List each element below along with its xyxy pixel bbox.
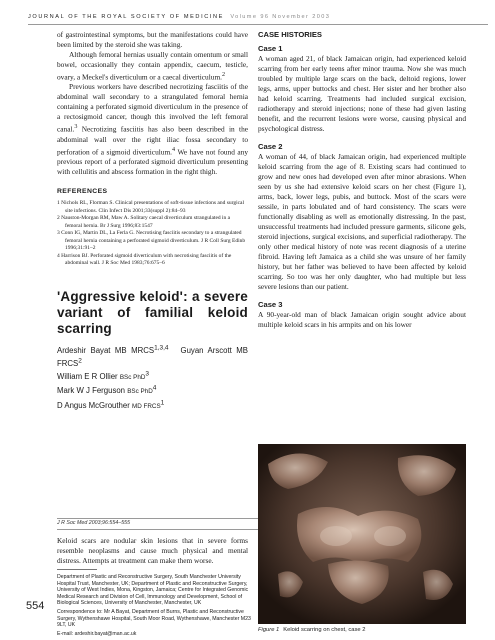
keloid-photo-illustration bbox=[258, 444, 466, 624]
paragraph-hernia-text: Although femoral hernias usually contain omentum or small bowel, occasionally they contain appendix, caecum, testicle, ovary, a Meckel's diverticulum or a caecal diverticulum. bbox=[57, 50, 248, 82]
journal-name: JOURNAL OF THE ROYAL SOCIETY OF MEDICINE bbox=[28, 14, 224, 20]
affiliations bbox=[57, 574, 252, 639]
author-list bbox=[57, 343, 248, 412]
ref-superscript: 2 bbox=[222, 72, 226, 78]
paragraph-continued: of gastrointestinal symptoms, but the manifestations could have been limited by the steroid she was taking. bbox=[57, 30, 248, 49]
article-title: 'Aggressive keloid': a severe variant of familial keloid scarring bbox=[57, 289, 248, 337]
references-heading: REFERENCES bbox=[57, 188, 108, 196]
journal-volume: Volume 96 November 2003 bbox=[230, 14, 331, 20]
author-name: Mark W J Ferguson bbox=[57, 386, 126, 396]
paragraph-previous-text-c: We have not found any previous report of a perforated sigmoid diverticulum presenting with cellulitis and abscess formation in the right thigh. bbox=[57, 147, 249, 177]
author-degree: BSc PhD bbox=[127, 388, 153, 396]
affiliation-rule bbox=[57, 569, 97, 570]
header-rule bbox=[28, 24, 488, 25]
author-name: William E R Ollier bbox=[57, 372, 118, 382]
author-affiliation-sup: 3 bbox=[145, 370, 150, 378]
author-mcgrouther bbox=[57, 398, 165, 410]
author-ollier bbox=[57, 372, 149, 381]
correspondence-text: Correspondence to: Mr A Bayat, Department of Burns, Plastic and Reconstructive Surgery, Wythenshawe Hospital, South Moor Road, Wythenshawe, Manchester M23 9LT, UK bbox=[57, 608, 251, 629]
author-degree: BSc PhD bbox=[119, 374, 146, 382]
author-affiliation-sup: 2 bbox=[78, 357, 82, 365]
case-histories-heading: CASE HISTORIES bbox=[258, 30, 322, 39]
author-name: Guyan Arscott MB FRCS bbox=[57, 345, 248, 368]
case2-heading: Case 2 bbox=[258, 142, 283, 151]
email-text: E-mail: ardeshir.bayat@man.ac.uk bbox=[57, 630, 137, 637]
figure-caption bbox=[258, 627, 365, 633]
case1-heading: Case 1 bbox=[258, 44, 283, 53]
reference-item: 2 Nauston-Morgan RM, Maw A. Solitary caecal diverticulum strangulated in a femoral hernia. Br J Surg 1996;83:1547 bbox=[57, 215, 231, 229]
paragraph-previous-text-b: Necrotizing fasciitis has also been described in the abdominal wall over the right iliac fossa secondary to perforation of a sigmoid diverticulum. bbox=[57, 124, 248, 157]
left-column bbox=[57, 30, 248, 412]
references-list bbox=[57, 200, 248, 267]
author-name: D Angus McGrouther bbox=[57, 400, 130, 410]
author-name: Ardeshir Bayat MB MRCS bbox=[57, 345, 155, 355]
author-affiliation-sup: 1,3,4 bbox=[154, 344, 169, 352]
page-number: 554 bbox=[26, 600, 45, 612]
figure-photo-keloid-chest bbox=[258, 444, 466, 624]
ref-superscript: 3 bbox=[74, 124, 78, 131]
reference-item: 1 Nichols RL, Florman S. Clinical presentations of soft-tissue infections and surgical site infections. Clin Infect Dis 2001;33(suppl 2):84–93 bbox=[57, 200, 245, 214]
case3-text: A 90-year-old man of black Jamaican origin sought advice about multiple keloid scars in his armpits and on his lower bbox=[258, 310, 466, 329]
author-affiliation-sup: 4 bbox=[152, 384, 157, 392]
paragraph-previous-text-a: Previous workers have described necrotizing fasciitis of the abdominal wall secondary to a strangulated femoral hernia containing a perforated sigmoid diverticulum in the presence of a rectosigmoid cancer, though this involved the left femoral canal. bbox=[57, 82, 248, 134]
author-ferguson bbox=[57, 386, 156, 395]
abstract bbox=[57, 536, 248, 566]
reference-item: 4 Harrison BJ. Perforated sigmoid diverticulum with necrotising fasciitis of the abdominal wall. J R Soc Med 1983;76:675–6 bbox=[57, 252, 232, 266]
figure-label: Figure 1 bbox=[258, 627, 280, 633]
paragraph-hernia bbox=[57, 50, 248, 82]
citation: J R Soc Med 2003;96:554–555 bbox=[57, 520, 131, 526]
reference-item: 3 Conn IG, Martin DL, La Ferla G. Necrotising fasciitis secondary to a strangulated femoral hernia containing a perforated sigmoid diverticulum. J R Coll Surg Edinb 1996;31:91–2 bbox=[57, 230, 246, 251]
author-affiliation-sup: 1 bbox=[160, 398, 165, 406]
right-column bbox=[258, 30, 466, 330]
affiliation-text: Department of Plastic and Reconstructive Surgery, South Manchester University Hospital Trust, Manchester, UK; Department of Plastic and Reconstructive Surgery, University of West Indies, Mona, Kingston, Jamaica; Centre for Integrated Genomic Medical Research and Division of Cell, Immunology and Development, School of Biological Sciences, University of Manchester, Manchester, UK bbox=[57, 574, 249, 607]
case1-text: A woman aged 21, of black Jamaican origin, had experienced keloid scarring from her early teens after minor trauma. Now she was much troubled by multiple large scars on the back, deltoid regions, lower legs, arms, upper buttocks and chest. Her sister and her brother also had keloid scarring. Treatments had included surgical excision, radiotherapy and steroid injections; none of these had given lasting benefit, and the recurrent lesions were worse, causing physical and psychological distress. bbox=[258, 54, 466, 133]
author-degree: MD FRCS bbox=[131, 402, 161, 410]
case2-text: A woman of 44, of black Jamaican origin, had experienced multiple keloid scarring from the age of 8. Existing scars had continued to grow and new ones had developed even after minor abrasions. When seen by us she had extensive keloid scars on her chest (Figure 1), arms, back, lower legs, pubis, and buttock. Most of the scars were sessile, in parts lobulated and of hard consistency. The scars were functionally disabling as well as emotionally distressing. In the past, unsuccessful treatments had included pressure garments, silicone gels, steroid injections, surgical excisions, and superficial radiotherapy. The only other medical history of note was recent diagnosis of a uterine fibroid. Having left Jamaica as a child she was unsure of her family history, but her father was believed to have been affected by keloid scarring. So too was her only daughter, who had multiple but less severe lesions than our patient. bbox=[258, 152, 466, 291]
ref-superscript: 4 bbox=[172, 146, 176, 153]
paragraph-previous-workers bbox=[57, 82, 248, 177]
journal-header bbox=[28, 14, 488, 20]
author-bayat bbox=[57, 346, 169, 355]
case3-heading: Case 3 bbox=[258, 300, 283, 309]
figure-caption-text: Keloid scarring on chest, case 2 bbox=[283, 627, 366, 633]
abstract-text: Keloid scars are nodular skin lesions that in severe forms resemble neoplasms and cause much physical and mental distress. Attempts at treatment can make them worse. bbox=[57, 536, 248, 565]
